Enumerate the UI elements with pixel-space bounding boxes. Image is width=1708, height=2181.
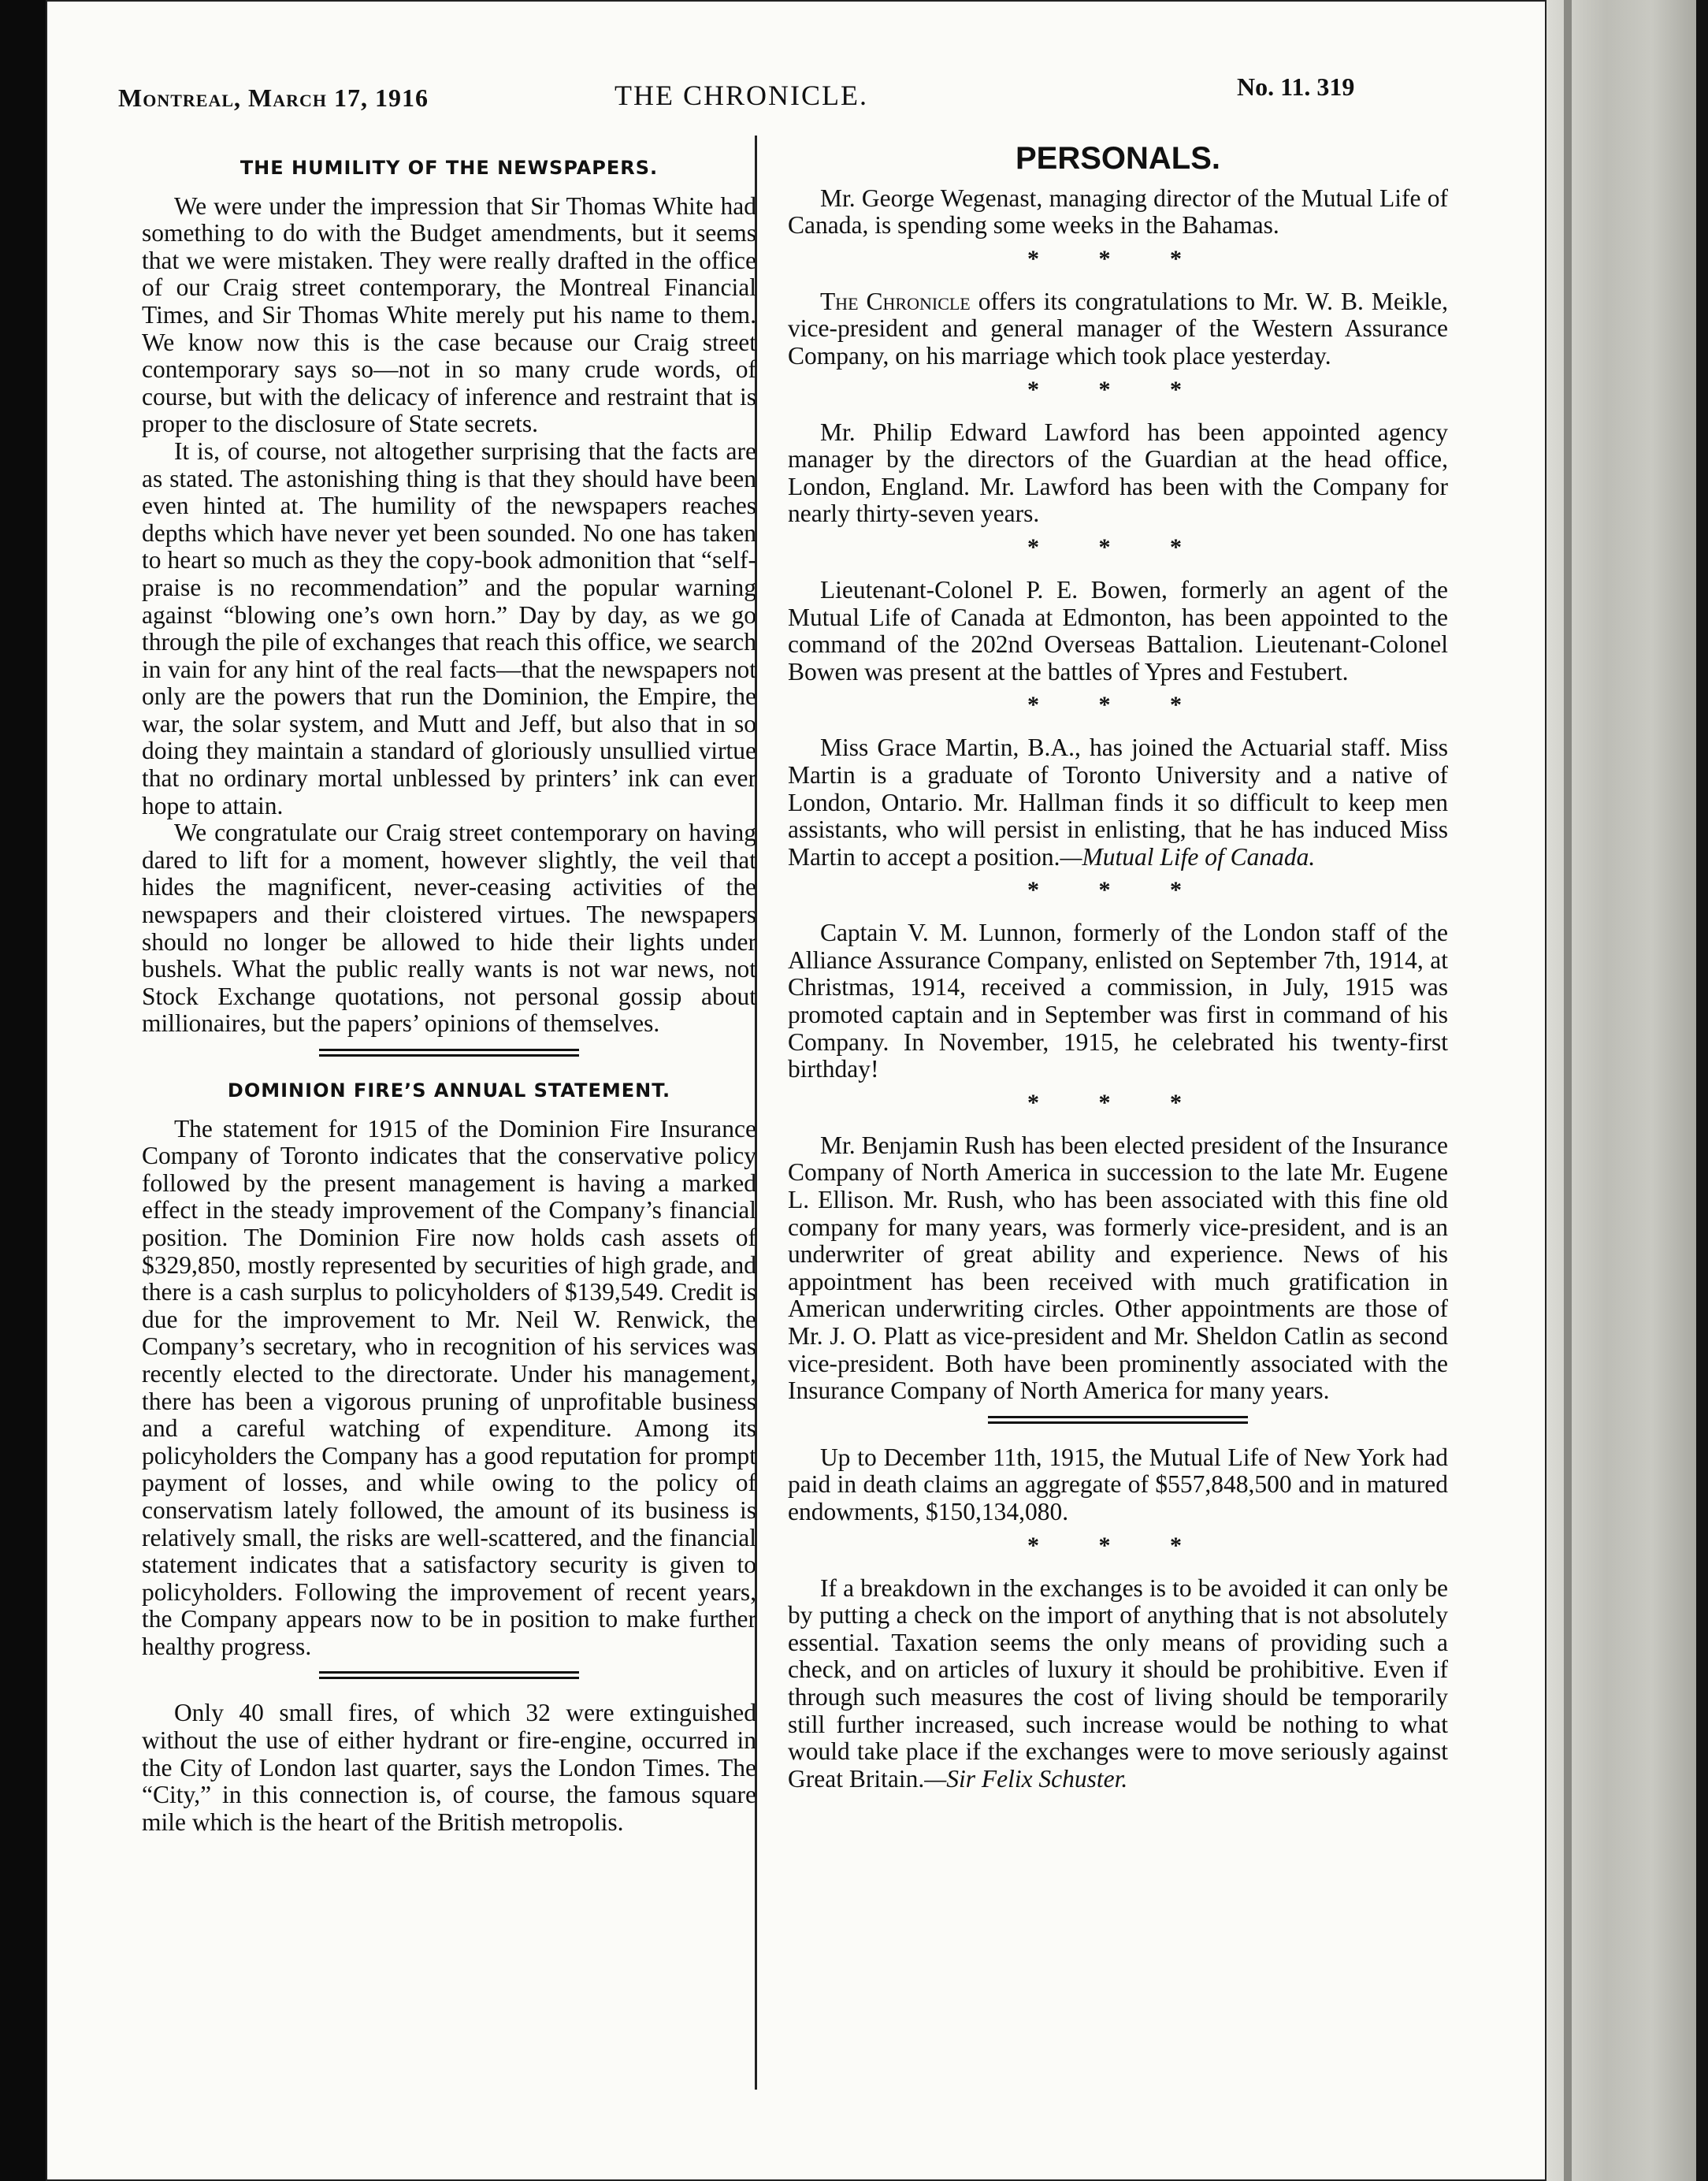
section-heading: PERSONALS. bbox=[1015, 141, 1221, 176]
section-rule bbox=[319, 1671, 579, 1679]
article-paragraph: Only 40 small fires, of which 32 were extinguished without the use of either hydrant or fire-engine, occurred in the City of London last quarter, says the London Times. The “City,” in this connection is, of course, the famous square mile which is the heart of the British metropolis. bbox=[142, 1699, 756, 1836]
separator-stars: * * * bbox=[1027, 376, 1209, 403]
personal-item bbox=[788, 734, 1448, 871]
article-paragraph: It is, of course, not altogether surprising that the facts are as stated. The astonishing thing is that they should have been even hinted at. The humility of the newspapers reaches depths which have never yet been sounded. No one has taken to heart so much as they the copy-book admonition that “self-praise is no recommendation” and the popular warning against “blowing one’s own horn.” Day by day, as we go through the pile of exchanges that reach this office, we search in vain for any hint of the real facts—that the newspapers not only are the powers that run the Dominion, the Empire, the war, the solar system, and Mutt and Jeff, but also that in so doing they maintain a standard of gloriously unsullied virtue that no ordinary mortal unblessed by printers’ ink can ever hope to attain. bbox=[142, 437, 756, 819]
article-paragraph: We were under the impression that Sir Thomas White had something to do with the Budget amendments, but it seems that we were mistaken. They were really drafted in the office of our Craig street contemporary, the Montreal Financial Times, and Sir Thomas White merely put his name to them. We know now this is the case because our Craig street contemporary says so—not in so many crude words, of course, but with the delicacy of inference and restraint that is proper to the disclosure of State secrets. bbox=[142, 191, 756, 438]
personal-item bbox=[788, 288, 1448, 370]
header-title: THE CHRONICLE. bbox=[615, 80, 868, 111]
personal-item-text: If a breakdown in the exchanges is to be avoided it can only be by putting a check on the import of anything that is not absolutely essential. Taxation seems the only means of providing such a check, and on articles of luxury it should be prohibitive. Even if through such measures the cost of living should be temporarily still further increased, such increase would be nothing to what would take place if the exchanges were to move seriously against Great Britain. bbox=[788, 1574, 1448, 1793]
personal-item: Captain V. M. Lunnon, formerly of the London staff of the Alliance Assurance Company, enlisted on September 7th, 1914, at Christmas, 1914, received a commission, in July, 1915 was promoted captain and in September was first in command of his Company. In November, 1915, he celebrated his twenty-first birthday! bbox=[788, 919, 1448, 1083]
article-paragraph: The statement for 1915 of the Dominion Fire Insurance Company of Toronto indicates that the conservative policy followed by the present management is having a marked effect in the steady improvement of the Company’s financial position. The Dominion Fire now holds cash assets of $329,850, mostly represented by securities of high grade, and there is a cash surplus to policyholders of $139,549. Credit is due for the improvement to Mr. Neil W. Renwick, the Company’s secretary, who in recognition of his services was recently elected to the directorate. Under his management, there has been a vigorous pruning of unprofitable business and a careful watching of expenditure. Among its policyholders the Company has a good reputation for prompt payment of losses, and while owing to the policy of conservatism lately followed, the amount of its business is relatively small, the risks are well-scattered, and the financial statement indicates that a satisfactory security is given to policyholders. Following the improvement of recent years, the Company appears now to be in position to make further healthy progress. bbox=[142, 1114, 756, 1660]
personal-item-text: Miss Grace Martin, B.A., has joined the Actuarial staff. Miss Martin is a graduate of Toronto University and a native of London, Ontario. Mr. Hallman finds it so difficult to keep men assistants, who will persist in enlisting, that he has induced Miss Martin to accept a position. bbox=[788, 734, 1448, 871]
running-header bbox=[0, 72, 1708, 120]
article-heading: DOMINION FIRE’S ANNUAL STATEMENT. bbox=[227, 1079, 671, 1102]
personal-item: Up to December 11th, 1915, the Mutual Life of New York had paid in death claims an aggregate of $557,848,500 and in matured endowments, $150,134,080. bbox=[788, 1443, 1448, 1525]
publication-name: The Chronicle bbox=[819, 287, 971, 315]
section-rule bbox=[319, 1049, 579, 1057]
separator-stars: * * * bbox=[1027, 533, 1209, 560]
separator-stars: * * * bbox=[1027, 692, 1209, 719]
right-column bbox=[788, 142, 1448, 1793]
personal-item: Mr. Philip Edward Lawford has been appointed agency manager by the directors of the Guardian at the head office, London, England. Mr. Lawford has been with the Company for nearly thirty-seven years. bbox=[788, 418, 1448, 528]
scan-edge bbox=[1696, 0, 1708, 2181]
source-attribution: —Mutual Life of Canada. bbox=[1060, 842, 1316, 871]
personal-item: Lieutenant-Colonel P. E. Bowen, formerly an agent of the Mutual Life of Canada at Edmonton, has been appointed to the command of the 202nd Overseas Battalion. Lieutenant-Colonel Bowen was present at the battles of Ypres and Festubert. bbox=[788, 575, 1448, 686]
personal-item: Mr. George Wegenast, managing director of the Mutual Life of Canada, is spending some weeks in the Bahamas. bbox=[788, 184, 1448, 240]
spine-fold bbox=[1564, 0, 1572, 2181]
separator-stars: * * * bbox=[1027, 1089, 1209, 1116]
source-attribution: —Sir Felix Schuster. bbox=[924, 1764, 1128, 1793]
article-paragraph: We congratulate our Craig street contemporary on having dared to lift for a moment, however slightly, the veil that hides the magnificent, never-ceasing activities of the newspapers and their cloistered virtues. The newspapers should no longer be allowed to hide their lights under bushels. What the public really wants is not war news, not Stock Exchange quotations, not personal gossip about millionaires, but the papers’ opinions of themselves. bbox=[142, 819, 756, 1038]
article-heading: THE HUMILITY OF THE NEWSPAPERS. bbox=[239, 157, 659, 179]
header-dateline: Montreal, March 17, 1916 bbox=[118, 84, 429, 112]
section-rule bbox=[988, 1416, 1248, 1424]
personal-item-text: offers its congratulations to Mr. W. B. Meikle, vice-president and general manager of the Western Assurance Company, on his marriage which took place yesterday. bbox=[788, 287, 1448, 370]
personal-item bbox=[788, 1575, 1448, 1793]
personal-item: Mr. Benjamin Rush has been elected president of the Insurance Company of North America in succession to the late Mr. Eugene L. Ellison. Mr. Rush, who has been associated with this fine old company for many years, was formerly vice-president, and is an underwriter of great ability and experience. News of his appointment has been received with much gratification in American underwriting circles. Other appointments are those of Mr. J. O. Platt as vice-president and Mr. Sheldon Catlin as second vice-president. Both have been prominently associated with the Insurance Company of North America for many years. bbox=[788, 1131, 1448, 1405]
separator-stars: * * * bbox=[1027, 877, 1209, 904]
header-issue-page: No. 11. 319 bbox=[1237, 72, 1355, 101]
separator-stars: * * * bbox=[1027, 245, 1209, 272]
left-column bbox=[142, 142, 756, 1836]
separator-stars: * * * bbox=[1027, 1532, 1209, 1559]
